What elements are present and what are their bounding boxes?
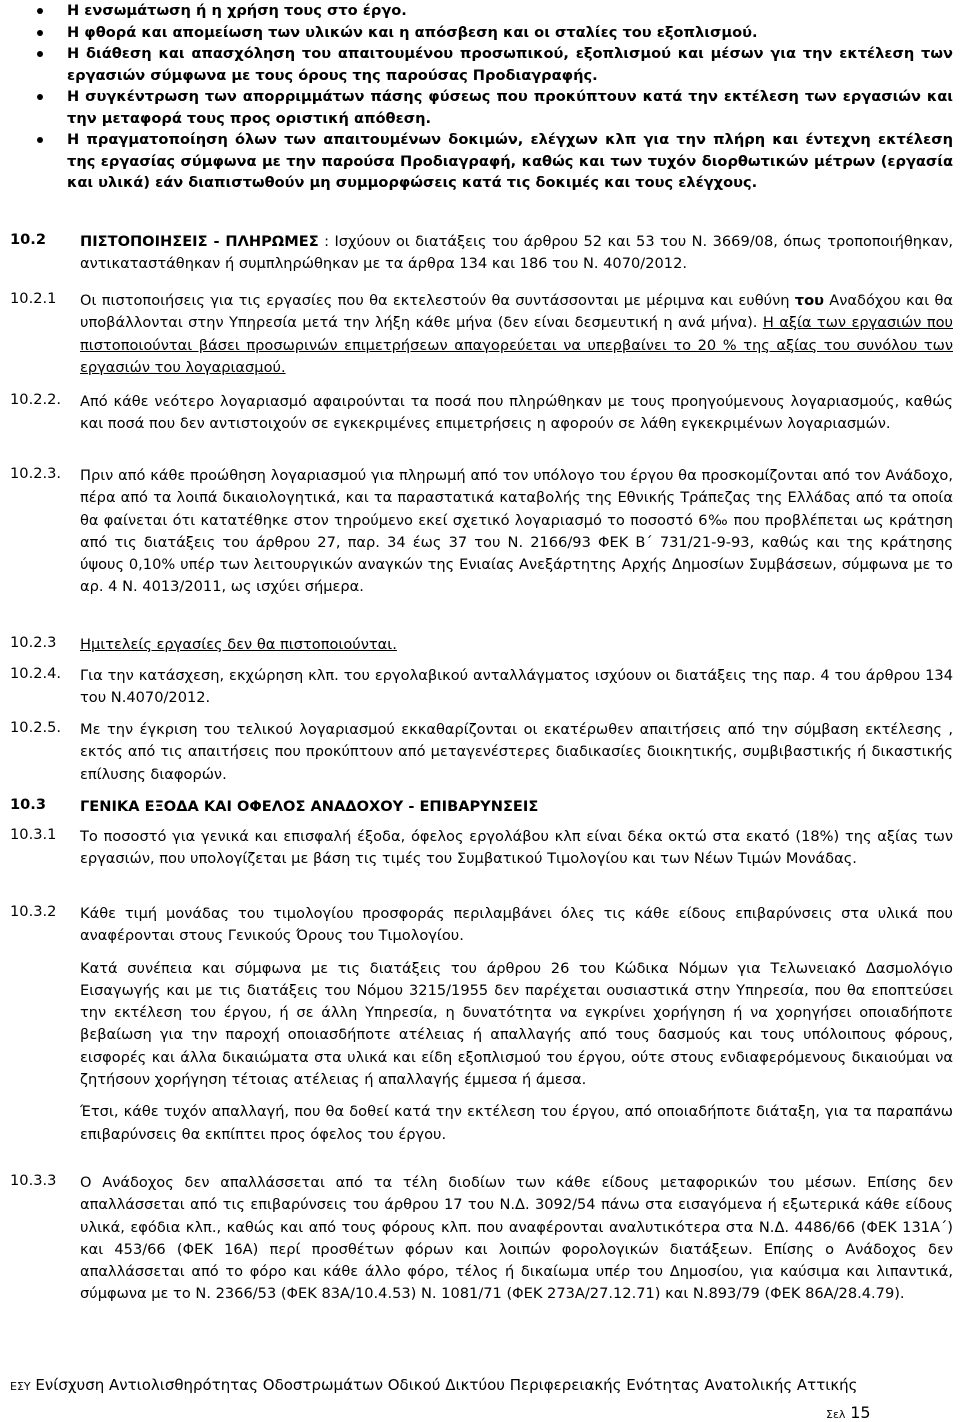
section-text: : Ισχύουν οι διατάξεις του άρθρου 52 και 53 του Ν. 3669/08, όπως τροποποιήθηκαν, αντικαταστάθηκαν ή συμπληρώθηκαν με τα άρθρα 134 και 186 του Ν. 4070/2012. [80, 233, 954, 273]
section-number: 10.2.2. [10, 391, 62, 408]
section-number: 10.2.3 [10, 634, 57, 651]
page-footer [10, 1376, 857, 1394]
section-text: Κατά συνέπεια και σύμφωνα με τις διατάξεις του άρθρου 26 του Κώδικα Νόμων για Τελωνειακό Δασμολόγιο Εισαγωγής και με τις διατάξεις του Νόμου 3215/1955 δεν παρέχεται ουσιαστικά στην Υπηρεσία, που θα εποπτεύσει την εκτέλεση του έργου, ή σε άλλη Υπηρεσία, η δυνατότητα να εγκρίνει χορήγηση ή να χορηγήσει οποιαδήποτε βεβαίωση για την παροχή οποιασδήποτε ατέλειας ή απαλλαγής από τους δασμούς και τους υπόλοιπους φόρους, εισφορές και άλλα δικαιώματα στα υλικά και είδη εξοπλισμού του έργου, ούτε στους ενδιαφερόμενους δικαιούμαι να ζητήσουν χορήγηση τέτοιας ατέλειας ή απαλλαγής έμμεσα ή άμεσα. [80, 959, 953, 1089]
page-label: Σελ [826, 1408, 846, 1421]
section-10-3-1 [0, 826, 960, 871]
section-10-2-3 [0, 465, 960, 599]
bullet-icon [37, 51, 43, 57]
bullet-icon [37, 137, 43, 143]
section-heading: ΠΙΣΤΟΠΟΙΗΣΕΙΣ - ΠΛΗΡΩΜΕΣ [80, 233, 319, 250]
page-number-value: 15 [850, 1403, 871, 1422]
section-10-2-3b [0, 634, 960, 656]
section-10-3-3 [0, 1172, 960, 1306]
bullet-icon [37, 94, 43, 100]
section-number: 10.3 [10, 796, 47, 813]
list-item: Η διάθεση και απασχόληση του απαιτουμένου προσωπικού, εξοπλισμού και μέσων για την εκτέλεση των εργασιών σύμφωνα με τους όρους της παρούσας Προδιαγραφής. [0, 43, 960, 86]
section-10-2-1: 10.2.1 Οι πιστοποιήσεις για τις εργασίες που θα εκτελεστούν θα συντάσσονται με μέριμνα και ευθύνη του Αναδόχου και θα υποβάλλονται στην Υπηρεσία μετά την λήξη κάθε μήνα (δεν είναι δεσμευτική η ανά μήνα). Η αξία των εργασιών που πιστοποιούνται βάσει προσωρινών επιμετρήσεων απαγορεύεται να υπερβαίνει το 20 % της αξίας του συνόλου των εργασιών του λογαριασμού. [10, 290, 953, 376]
bullet-list [0, 0, 960, 194]
section-text: Έτσι, κάθε τυχόν απαλλαγή, που θα δοθεί κατά την εκτέλεση του έργου, από οποιαδήποτε διάταξη, για τα παραπάνω επιβαρύνσεις θα εκπίπτει προς όφελος του έργου. [80, 1103, 953, 1143]
section-text: Κάθε τιμή μονάδας του τιμολογίου προσφοράς περιλαμβάνει όλες τις κάθε είδους επιβαρύνσεις στα υλικά που αναφέρονται στους Γενικούς Όρους του Τιμολογίου. [80, 905, 953, 945]
section-10-2 [0, 231, 960, 276]
section-number: 10.2.3. [10, 465, 62, 482]
footer-title: Ενίσχυση Αντιολισθηρότητας Οδοστρωμάτων Οδικού Δικτύου Περιφερειακής Ενότητας Ανατολικής Αττικής [35, 1376, 858, 1394]
section-text: Από κάθε νεότερο λογαριασμό αφαιρούνται τα ποσά που πληρώθηκαν με τους προηγούμενους λογαριασμούς, καθώς και ποσά που δεν αντιστοιχούν σε εγκεκριμένες επιμετρήσεις η αφορούν σε λάθη εγκεκριμένων λογαριασμών. [80, 393, 953, 433]
section-number: 10.2.4. [10, 665, 62, 682]
section-text: Το ποσοστό για γενικά και επισφαλή έξοδα, όφελος εργολάβου κλπ είναι δέκα οκτώ στα εκατό (18%) της αξίας των εργασιών, που υπολογίζεται με βάση τις τιμές του Συμβατικού Τιμολογίου και των Νέων Τιμών Μονάδας. [80, 828, 953, 868]
bullet-icon [37, 30, 43, 36]
list-item: Η πραγματοποίηση όλων των απαιτουμένων δοκιμών, ελέγχων κλπ για την πλήρη και έντεχνη εκτέλεση της εργασίας σύμφωνα με την παρούσα Προδιαγραφή, καθώς και των τυχόν διορθωτικών μέτρων (εργασία και υλικά) εάν διαπιστωθούν μη συμμορφώσεις κατά τις δοκιμές και τους ελέγχους. [0, 129, 960, 194]
list-item: Η ενσωμάτωση ή η χρήση τους στο έργο. [0, 0, 960, 22]
section-10-2-2 [0, 391, 960, 436]
page-number [826, 1403, 871, 1422]
section-text: Για την κατάσχεση, εκχώρηση κλπ. του εργολαβικού ανταλλάγματος ισχύουν οι διατάξεις της παρ. 4 του άρθρου 134 του Ν.4070/2012. [80, 667, 953, 707]
footer-abbreviation: ΕΣΥ [10, 1380, 31, 1393]
section-number: 10.2 [10, 231, 47, 248]
section-10-3 [0, 796, 960, 818]
section-10-2-5 [0, 719, 960, 786]
section-heading: ΓΕΝΙΚΑ ΕΞΟΔΑ ΚΑΙ ΟΦΕΛΟΣ ΑΝΑΔΟΧΟΥ - ΕΠΙΒΑΡΥΝΣΕΙΣ [80, 798, 539, 815]
section-number: 10.3.1 [10, 826, 57, 843]
section-text: Ημιτελείς εργασίες δεν θα πιστοποιούνται. [80, 636, 397, 653]
section-10-2-4 [0, 665, 960, 710]
section-number: 10.2.5. [10, 719, 62, 736]
section-10-3-2 [0, 903, 960, 1146]
section-text: Με την έγκριση του τελικού λογαριασμού εκκαθαρίζονται οι εκατέρωθεν απαιτήσεις από την σύμβαση εκτέλεσης , εκτός από τις απαιτήσεις που προκύπτουν από μεταγενέστερες διαδικασίες διοικητικής, συμβιβαστικής ή δικαστικής επίλυσης διαφορών. [80, 721, 953, 783]
section-number: 10.3.3 [10, 1172, 57, 1189]
underlined-text: Η αξία των εργασιών που πιστοποιούνται βάσει προσωρινών επιμετρήσεων απαγορεύεται να υπερβαίνει το 20 % της αξίας του συνόλου των εργασιών του λογαριασμού. [80, 314, 953, 376]
section-number: 10.2.1 [10, 290, 57, 307]
section-text: Πριν από κάθε προώθηση λογαριασμού για πληρωμή από τον υπόλογο του έργου θα προσκομίζονται από τον Ανάδοχο, πέρα από τα λοιπά δικαιολογητικά, και τα παραστατικά καταβολής της Εθνικής Τράπεζας της Ελλάδας από τα οποία θα φαίνεται ότι κατατέθηκε στον τηρούμενο εκεί σχετικό λογαριασμό το ποσοστό 6‰ που προβλέπεται ως κράτηση από τις διατάξεις του άρθρου 27, παρ. 34 έως 37 του Ν. 2166/93 ΦΕΚ Β΄ 731/21-9-93, καθώς και της κράτησης ύψους 0,10% υπέρ των λειτουργικών αναγκών της Ενιαίας Ανεξάρτητης Αρχής Δημοσίων Συμβάσεων, σύμφωνα με το αρ. 4 Ν. 4013/2011, ως ισχύει σήμερα. [80, 467, 953, 596]
list-item: Η συγκέντρωση των απορριμμάτων πάσης φύσεως που προκύπτουν κατά την εκτέλεση των εργασιών και την μεταφορά τους προς οριστική απόθεση. [0, 86, 960, 129]
section-number: 10.3.2 [10, 903, 57, 920]
list-item: Η φθορά και απομείωση των υλικών και η απόσβεση και οι σταλίες του εξοπλισμού. [0, 22, 960, 44]
bullet-icon [37, 8, 43, 14]
section-text: Ο Ανάδοχος δεν απαλλάσσεται από τα τέλη διοδίων των κάθε είδους μεταφορικών του μέσων. Επίσης δεν απαλλάσσεται από τις επιβαρύνσεις του άρθρου 17 του Ν.Δ. 3092/54 πάνω στα εισαγόμενα ή εξωτερικά κάθε είδους υλικά, εφόδια κλπ., καθώς και από τους φόρους κλπ. που αναφέρονται αναλυτικότερα στα Ν.Δ. 4486/66 (ΦΕΚ 131Α΄) και 453/66 (ΦΕΚ 16Α) περί προσθέτων φόρων και λοιπών φορολογικών διατάξεων. Επίσης ο Ανάδοχος δεν απαλλάσσεται από το φόρο και κάθε άλλο φόρο, τέλος ή δικαίωμα υπέρ του Δημοσίου, για καύσιμα και λιπαντικά, σύμφωνα με το Ν. 2366/53 (ΦΕΚ 83Α/10.4.53) Ν. 1081/71 (ΦΕΚ 273Α/27.12.71) και Ν.893/79 (ΦΕΚ 86Α/28.4.79). [80, 1174, 953, 1303]
